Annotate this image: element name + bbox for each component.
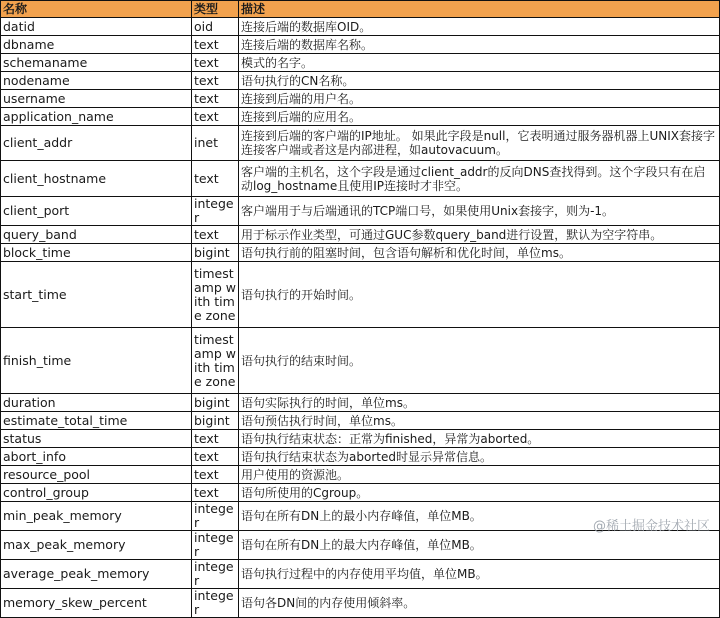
cell-name: start_time [1, 262, 192, 328]
table-row [1, 448, 720, 466]
cell-description: 客户端用于与后端通讯的TCP端口号，如果使用Unix套接字，则为-1。 [239, 197, 720, 226]
cell-type: text [192, 466, 239, 484]
cell-name: client_addr [1, 126, 192, 161]
cell-description: 连接后端的数据库OID。 [239, 18, 720, 36]
cell-description: 语句各DN间的内存使用倾斜率。 [239, 589, 720, 618]
cell-description: 语句执行的结束时间。 [239, 328, 720, 394]
cell-type: bigint [192, 412, 239, 430]
cell-description: 用于标示作业类型，可通过GUC参数query_band进行设置，默认为空字符串。 [239, 226, 720, 244]
table-row [1, 466, 720, 484]
table-row [1, 412, 720, 430]
cell-description: 语句预估执行时间，单位ms。 [239, 412, 720, 430]
cell-type: oid [192, 18, 239, 36]
table-row [1, 126, 720, 161]
cell-type: text [192, 108, 239, 126]
cell-type: timestamp with time zone [192, 262, 239, 328]
cell-name: client_port [1, 197, 192, 226]
header-name: 名称 [1, 1, 192, 18]
table-row [1, 262, 720, 328]
cell-type: text [192, 226, 239, 244]
cell-type: integer [192, 589, 239, 618]
table-row [1, 484, 720, 502]
cell-name: status [1, 430, 192, 448]
cell-name: finish_time [1, 328, 192, 394]
cell-description: 语句执行的开始时间。 [239, 262, 720, 328]
cell-type: text [192, 36, 239, 54]
cell-name: average_peak_memory [1, 560, 192, 589]
cell-name: duration [1, 394, 192, 412]
table-row [1, 226, 720, 244]
header-type: 类型 [192, 1, 239, 18]
cell-name: client_hostname [1, 161, 192, 197]
cell-description: 连接到后端的用户名。 [239, 90, 720, 108]
cell-description: 语句执行前的阻塞时间，包含语句解析和优化时间，单位ms。 [239, 244, 720, 262]
table-row [1, 197, 720, 226]
cell-description: 模式的名字。 [239, 54, 720, 72]
cell-type: text [192, 54, 239, 72]
cell-description: 连接到后端的客户端的IP地址。 如果此字段是null，它表明通过服务器机器上UNIX套接字连接客户端或者这是内部进程，如autovacuum。 [239, 126, 720, 161]
cell-description: 语句执行结束状态：正常为finished，异常为aborted。 [239, 430, 720, 448]
table-row [1, 430, 720, 448]
cell-name: min_peak_memory [1, 502, 192, 531]
cell-name: abort_info [1, 448, 192, 466]
cell-description: 语句在所有DN上的最大内存峰值，单位MB。 [239, 531, 720, 560]
cell-type: text [192, 430, 239, 448]
cell-description: 语句实际执行的时间，单位ms。 [239, 394, 720, 412]
cell-name: schemaname [1, 54, 192, 72]
cell-name: nodename [1, 72, 192, 90]
cell-type: text [192, 484, 239, 502]
table-row [1, 244, 720, 262]
header-description: 描述 [239, 1, 720, 18]
cell-name: datid [1, 18, 192, 36]
cell-description: 用户使用的资源池。 [239, 466, 720, 484]
cell-name: application_name [1, 108, 192, 126]
table-row [1, 72, 720, 90]
cell-name: max_peak_memory [1, 531, 192, 560]
table-row [1, 36, 720, 54]
table-row [1, 108, 720, 126]
cell-type: integer [192, 560, 239, 589]
cell-description: 语句在所有DN上的最小内存峰值，单位MB。 [239, 502, 720, 531]
cell-type: timestamp with time zone [192, 328, 239, 394]
cell-name: estimate_total_time [1, 412, 192, 430]
cell-type: text [192, 448, 239, 466]
table-row [1, 560, 720, 589]
cell-type: bigint [192, 244, 239, 262]
cell-description: 语句执行的CN名称。 [239, 72, 720, 90]
cell-description: 语句执行结束状态为aborted时显示异常信息。 [239, 448, 720, 466]
table-header-row [1, 1, 720, 18]
cell-name: dbname [1, 36, 192, 54]
cell-type: bigint [192, 394, 239, 412]
cell-description: 连接后端的数据库名称。 [239, 36, 720, 54]
cell-name: block_time [1, 244, 192, 262]
cell-type: integer [192, 502, 239, 531]
cell-description: 连接到后端的应用名。 [239, 108, 720, 126]
cell-description: 语句所使用的Cgroup。 [239, 484, 720, 502]
table-row [1, 54, 720, 72]
table-row [1, 589, 720, 618]
cell-type: integer [192, 531, 239, 560]
table-row [1, 531, 720, 560]
cell-name: memory_skew_percent [1, 589, 192, 618]
cell-name: query_band [1, 226, 192, 244]
table-row [1, 90, 720, 108]
cell-type: text [192, 161, 239, 197]
cell-type: text [192, 90, 239, 108]
cell-type: text [192, 72, 239, 90]
cell-type: inet [192, 126, 239, 161]
table-row [1, 18, 720, 36]
cell-name: control_group [1, 484, 192, 502]
table-row [1, 394, 720, 412]
cell-description: 语句执行过程中的内存使用平均值，单位MB。 [239, 560, 720, 589]
cell-type: integer [192, 197, 239, 226]
cell-description: 客户端的主机名，这个字段是通过client_addr的反向DNS查找得到。这个字段只有在启动log_hostname且使用IP连接时才非空。 [239, 161, 720, 197]
table-row [1, 161, 720, 197]
watermark-text: @稀土掘金技术社区 [592, 519, 710, 534]
cell-name: username [1, 90, 192, 108]
table-row [1, 328, 720, 394]
cell-name: resource_pool [1, 466, 192, 484]
